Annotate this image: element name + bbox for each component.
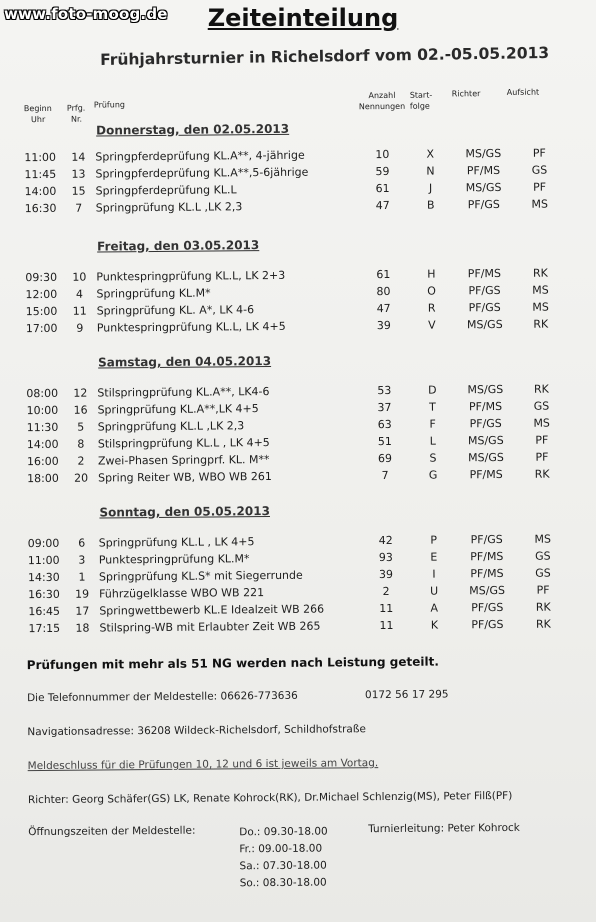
row-time: 16:45 xyxy=(28,604,61,619)
row-competition: Spring Reiter WB, WBO WB 261 xyxy=(98,469,272,485)
row-competition: Springprüfung KL. A*, LK 4-6 xyxy=(96,303,255,318)
row-supervision: RK xyxy=(532,266,548,280)
row-competition: Punktespringprüfung KL.L, LK 4+5 xyxy=(96,319,286,335)
row-start-order: U xyxy=(430,584,439,598)
row-time: 11:00 xyxy=(27,553,60,568)
row-competition: Springwettbewerb KL.E Idealzeit WB 266 xyxy=(99,602,325,618)
phone-office: Die Telefonnummer der Meldestelle: 06626-773636 xyxy=(26,689,298,705)
row-judges: PF/GS xyxy=(470,532,503,547)
row-entries: 11 xyxy=(379,601,394,616)
row-time: 09:30 xyxy=(25,270,58,285)
row-competition: Springpferdeprüfung KL.A**, 4-jährige xyxy=(95,148,305,164)
row-entries: 63 xyxy=(377,417,392,432)
row-supervision: RK xyxy=(533,382,549,396)
row-start-order: I xyxy=(432,567,436,581)
row-number: 3 xyxy=(78,553,86,567)
header-name: Prüfung xyxy=(93,100,125,110)
row-number: 9 xyxy=(76,321,84,335)
row-start-order: R xyxy=(427,301,436,315)
row-judges: PF/MS xyxy=(468,399,503,414)
row-time: 17:15 xyxy=(28,621,61,636)
row-time: 12:00 xyxy=(25,287,58,302)
row-start-order: H xyxy=(427,267,436,281)
row-time: 11:30 xyxy=(26,420,59,435)
row-judges: MS/GS xyxy=(468,450,504,465)
row-number: 11 xyxy=(72,304,87,318)
row-entries: 2 xyxy=(382,584,390,599)
row-number: 17 xyxy=(75,604,90,618)
row-competition: Springprüfung KL.S* mit Siegerrunde xyxy=(98,568,303,584)
row-entries: 39 xyxy=(376,318,391,333)
row-competition: Stilspringprüfung KL.L , LK 4+5 xyxy=(97,436,270,451)
row-supervision: MS xyxy=(531,197,549,211)
row-number: 20 xyxy=(74,471,89,485)
row-entries: 69 xyxy=(377,451,393,466)
row-entries: 53 xyxy=(377,383,392,398)
row-entries: 7 xyxy=(381,468,389,483)
row-time: 14:00 xyxy=(24,184,57,199)
day-heading: Sonntag, den 05.05.2013 xyxy=(99,504,270,520)
row-judges: MS/GS xyxy=(465,180,502,195)
row-supervision: RK xyxy=(535,600,551,614)
row-supervision: GS xyxy=(535,549,551,563)
row-start-order: O xyxy=(427,284,436,298)
row-competition: Springprüfung KL.M* xyxy=(96,286,211,301)
row-competition: Führzügelklasse WBO WB 221 xyxy=(99,586,265,601)
row-supervision: RK xyxy=(535,617,551,631)
row-competition: Zwei-Phasen Springprf. KL. M** xyxy=(97,453,270,468)
row-competition: Stilspring-WB mit Erlaubter Zeit WB 265 xyxy=(99,619,321,635)
row-number: 8 xyxy=(77,437,85,451)
row-start-order: K xyxy=(430,618,439,632)
row-start-order: E xyxy=(430,550,438,564)
row-time: 10:00 xyxy=(26,403,59,418)
row-time: 09:00 xyxy=(27,536,60,551)
row-start-order: V xyxy=(427,318,436,332)
header-nr: Prfg. Nr. xyxy=(66,103,86,124)
row-supervision: RK xyxy=(533,317,549,331)
header-judges: Richter xyxy=(451,89,481,99)
row-time: 11:00 xyxy=(24,150,57,165)
row-number: 4 xyxy=(75,287,84,301)
row-number: 14 xyxy=(71,150,86,164)
row-start-order: F xyxy=(429,417,436,431)
row-time: 14:30 xyxy=(27,570,60,585)
day-heading: Samstag, den 04.05.2013 xyxy=(98,353,272,370)
document-title: Zeiteinteilung xyxy=(207,4,399,32)
row-competition: Springprüfung KL.L , LK 4+5 xyxy=(98,535,255,550)
row-number: 1 xyxy=(78,570,86,584)
row-competition: Punktespringprüfung KL.L, LK 2+3 xyxy=(96,268,286,284)
row-judges: PF/GS xyxy=(471,600,504,615)
hours-saturday: Sa.: 07.30-18.00 xyxy=(239,859,327,873)
row-entries: 80 xyxy=(376,284,391,299)
row-start-order: P xyxy=(430,533,438,547)
row-supervision: MS xyxy=(532,283,549,297)
row-start-order: L xyxy=(429,434,436,448)
row-start-order: X xyxy=(426,147,435,161)
registration-deadline: Meldeschluss für die Prüfungen 10, 12 und 6 ist jeweils am Vortag. xyxy=(27,757,379,773)
split-notice: Prüfungen mit mehr als 51 NG werden nach Leistung geteilt. xyxy=(26,654,439,673)
row-number: 12 xyxy=(73,386,88,400)
row-time: 16:00 xyxy=(26,454,59,469)
hours-thursday: Do.: 09.30-18.00 xyxy=(239,825,328,839)
row-judges: PF/GS xyxy=(469,416,502,431)
office-hours-label: Öffnungszeiten der Meldestelle: xyxy=(28,824,196,839)
row-competition: Springprüfung KL.A**,LK 4+5 xyxy=(97,402,259,417)
row-time: 08:00 xyxy=(26,386,59,401)
row-number: 6 xyxy=(78,536,86,550)
row-entries: 59 xyxy=(375,164,390,179)
row-number: 13 xyxy=(71,167,86,181)
row-start-order: T xyxy=(429,400,436,414)
row-judges: MS/GS xyxy=(465,146,502,161)
row-supervision: PF xyxy=(535,450,549,464)
row-judges: MS/GS xyxy=(466,317,503,332)
row-number: 5 xyxy=(77,420,85,434)
row-entries: 61 xyxy=(376,267,391,282)
row-supervision: PF xyxy=(533,180,547,194)
row-judges: MS/GS xyxy=(469,583,506,598)
row-start-order: G xyxy=(428,468,438,482)
row-number: 18 xyxy=(75,621,90,635)
row-judges: PF/MS xyxy=(470,566,504,581)
row-supervision: PF xyxy=(536,583,550,597)
row-judges: MS/GS xyxy=(467,433,504,448)
row-judges: PF/MS xyxy=(467,266,501,281)
row-entries: 47 xyxy=(376,301,391,316)
row-competition: Springpferdeprüfung KL.L xyxy=(95,183,237,198)
row-time: 16:30 xyxy=(28,587,60,602)
phone-mobile: 0172 56 17 295 xyxy=(364,688,449,702)
hours-friday: Fr.: 09.00-18.00 xyxy=(239,842,323,856)
header-start: Start- folge xyxy=(409,90,433,111)
row-competition: Springprüfung KL.L ,LK 2,3 xyxy=(95,200,243,215)
row-supervision: GS xyxy=(533,399,550,413)
row-supervision: RK xyxy=(534,467,550,481)
row-number: 15 xyxy=(71,184,86,198)
row-start-order: S xyxy=(429,451,437,465)
day-heading: Freitag, den 03.05.2013 xyxy=(97,238,260,254)
row-entries: 11 xyxy=(379,618,394,633)
row-start-order: D xyxy=(428,383,437,397)
row-start-order: A xyxy=(430,601,439,615)
tournament-lead: Turnierleitung: Peter Kohrock xyxy=(368,821,520,836)
row-judges: PF/GS xyxy=(468,300,501,315)
row-competition: Stilspringprüfung KL.A**, LK4-6 xyxy=(97,385,270,400)
row-time: 17:00 xyxy=(25,321,58,336)
header-count: Anzahl Nennungen xyxy=(358,90,406,112)
header-time: Beginn Uhr xyxy=(23,103,52,125)
row-supervision: GS xyxy=(531,163,548,177)
row-start-order: J xyxy=(428,181,433,195)
row-number: 7 xyxy=(75,201,83,215)
row-start-order: N xyxy=(426,164,435,178)
header-supervision: Aufsicht xyxy=(506,87,540,97)
row-entries: 51 xyxy=(377,434,392,449)
watermark: www.foto-moog.de xyxy=(4,5,168,23)
row-entries: 61 xyxy=(375,181,390,196)
row-time: 18:00 xyxy=(27,471,59,486)
row-entries: 93 xyxy=(378,550,393,565)
day-heading: Donnerstag, den 02.05.2013 xyxy=(96,121,290,138)
row-number: 16 xyxy=(73,403,88,417)
row-time: 15:00 xyxy=(25,304,58,319)
document-subtitle: Frühjahrsturnier in Richelsdorf vom 02.-05.05.2013 xyxy=(100,43,550,69)
row-supervision: MS xyxy=(533,416,550,430)
judges-list: Richter: Georg Schäfer(GS) LK, Renate Kohrock(RK), Dr.Michael Schlenzig(MS), Peter Filß(PF) xyxy=(27,789,513,807)
row-competition: Springprüfung KL.L ,LK 2,3 xyxy=(97,419,245,434)
row-number: 10 xyxy=(72,270,87,284)
row-time: 16:30 xyxy=(24,201,57,216)
row-competition: Punktespringprüfung KL.M* xyxy=(98,552,250,567)
row-entries: 42 xyxy=(378,533,393,548)
navigation-address: Navigationsadresse: 36208 Wildeck-Richelsdorf, Schildhofstraße xyxy=(27,723,366,739)
row-number: 2 xyxy=(77,454,85,468)
row-judges: PF/GS xyxy=(471,617,504,632)
row-start-order: B xyxy=(426,198,435,212)
row-supervision: MS xyxy=(534,532,551,546)
row-judges: PF/GS xyxy=(468,283,501,298)
row-entries: 10 xyxy=(375,147,390,162)
row-entries: 37 xyxy=(377,400,392,415)
row-judges: PF/GS xyxy=(467,197,500,212)
row-entries: 39 xyxy=(378,567,394,582)
hours-sunday: So.: 08.30-18.00 xyxy=(239,876,327,890)
row-judges: PF/MS xyxy=(470,549,504,564)
row-judges: PF/MS xyxy=(469,467,503,482)
row-competition: Springpferdeprüfung KL.A**,5-6jährige xyxy=(95,165,309,181)
row-supervision: MS xyxy=(532,300,549,314)
row-supervision: PF xyxy=(535,433,549,447)
office-hours-list xyxy=(239,824,328,893)
row-judges: PF/MS xyxy=(466,163,501,178)
row-supervision: PF xyxy=(532,146,546,160)
row-time: 11:45 xyxy=(24,167,57,182)
row-entries: 47 xyxy=(375,198,390,213)
row-number: 19 xyxy=(75,587,90,601)
row-time: 14:00 xyxy=(26,437,59,452)
row-judges: MS/GS xyxy=(467,382,504,397)
row-supervision: GS xyxy=(535,566,551,580)
